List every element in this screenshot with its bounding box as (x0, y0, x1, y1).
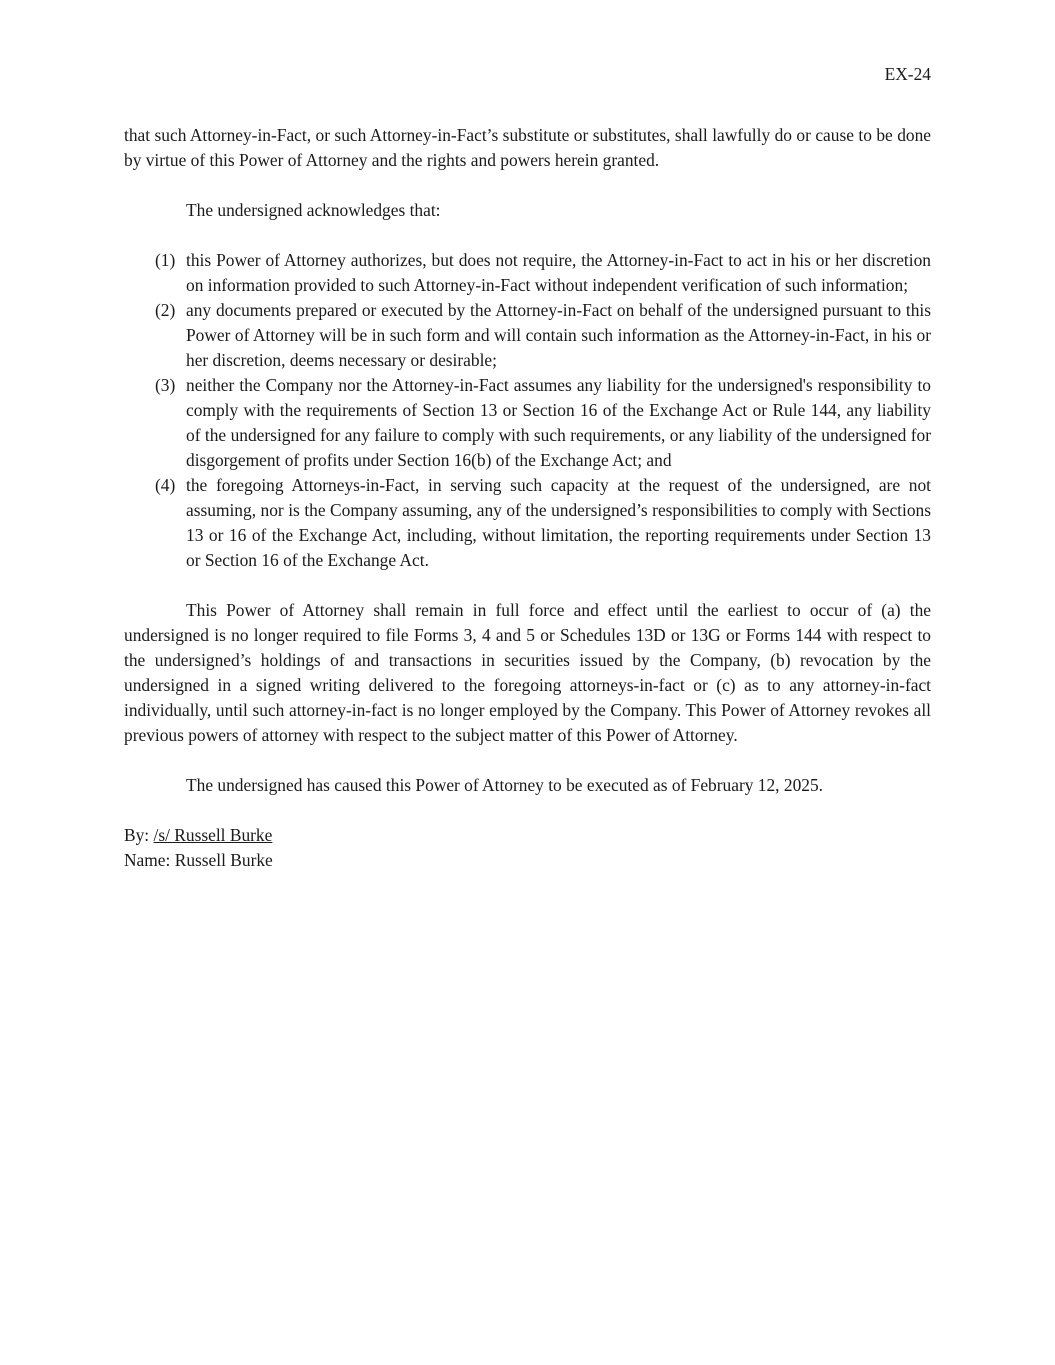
list-number: (1) (155, 250, 176, 270)
name-label: Name: (124, 850, 171, 870)
duration-paragraph: This Power of Attorney shall remain in full force and effect until the earliest to occur of (a) the undersigned is no longer required to file Forms 3, 4 and 5 or Schedules 13D or 13G or Forms 144 with respect to the undersigned’s holdings of and transactions in securities issued by the Company, (b) revocation by the undersigned in a signed writing delivered to the foregoing attorneys-in-fact or (c) as to any attorney-in-fact individually, until such attorney-in-fact is no longer employed by the Company. This Power of Attorney revokes all previous powers of attorney with respect to the subject matter of this Power of Attorney. (124, 600, 931, 745)
signature-line (124, 823, 931, 848)
list-item-text: neither the Company nor the Attorney-in-Fact assumes any liability for the undersigned's responsibility to comply with the requirements of Section 13 or Section 16 of the Exchange Act or Rule 144, any liability of the undersigned for any failure to comply with such requirements, or any liability of the undersigned for disgorgement of profits under Section 16(b) of the Exchange Act; and (186, 375, 931, 470)
acknowledgement-list (124, 248, 931, 573)
list-number: (3) (155, 375, 176, 395)
acknowledgement-item (124, 298, 931, 373)
continuation-paragraph: that such Attorney-in-Fact, or such Attorney-in-Fact’s substitute or substitutes, shall lawfully do or cause to be done by virtue of this Power of Attorney and the rights and powers herein granted. (124, 125, 931, 170)
name-line (124, 848, 931, 873)
by-label: By: (124, 825, 150, 845)
list-item-text: any documents prepared or executed by the Attorney-in-Fact on behalf of the undersigned pursuant to this Power of Attorney will be in such form and will contain such information as the Attorney-in-Fact, in his or her discretion, deems necessary or desirable; (186, 300, 931, 370)
name-value: Russell Burke (174, 850, 273, 870)
signature-text: /s/ Russell Burke (153, 825, 273, 845)
list-number: (4) (155, 475, 176, 495)
acknowledgement-item (124, 473, 931, 573)
acknowledgement-item (124, 373, 931, 473)
list-item-text: the foregoing Attorneys-in-Fact, in serving such capacity at the request of the undersigned, are not assuming, nor is the Company assuming, any of the undersigned’s responsibilities to comply with Sections 13 or 16 of the Exchange Act, including, without limitation, the reporting requirements under Section 13 or Section 16 of the Exchange Act. (186, 475, 931, 570)
execution-paragraph: The undersigned has caused this Power of Attorney to be executed as of February 12, 2025. (186, 775, 824, 795)
exhibit-label: EX-24 (884, 64, 931, 84)
acknowledgement-item (124, 248, 931, 298)
document-body (124, 123, 931, 873)
list-item-text: this Power of Attorney authorizes, but does not require, the Attorney-in-Fact to act in his or her discretion on information provided to such Attorney-in-Fact without independent verification of such information; (186, 250, 931, 295)
list-number: (2) (155, 300, 176, 320)
acknowledges-intro: The undersigned acknowledges that: (186, 200, 441, 220)
